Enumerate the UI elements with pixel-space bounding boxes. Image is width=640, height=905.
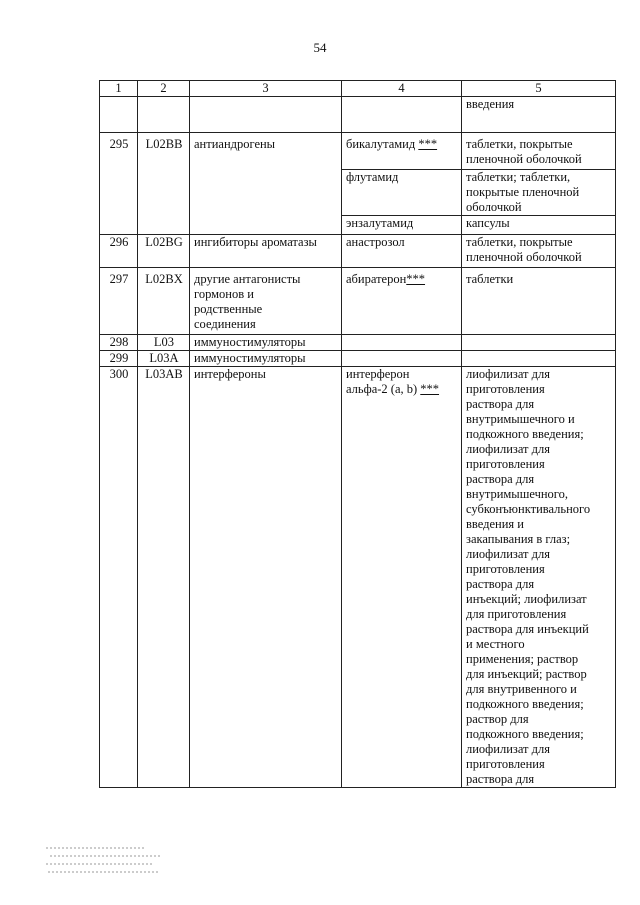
atc-code: L02BG: [138, 235, 190, 268]
dosage-form-line: раствора для: [466, 397, 535, 411]
empty-cell: [100, 97, 138, 133]
dosage-form-line: внутримышечного,: [466, 487, 568, 501]
pharmacological-group: иммуностимуляторы: [190, 335, 342, 351]
column-header-1: 1: [100, 81, 138, 97]
empty-cell: [190, 97, 342, 133]
column-header-2: 2: [138, 81, 190, 97]
medicine-list-table: [99, 80, 616, 788]
atc-code: L03A: [138, 351, 190, 367]
dosage-form-line: для приготовления: [466, 607, 567, 621]
dosage-form-line: для инъекций; раствор: [466, 667, 587, 681]
dosage-form-line: таблетки; таблетки,: [466, 170, 571, 184]
dosage-form-line: инъекций; лиофилизат: [466, 592, 587, 606]
dosage-form-line: раствора для инъекций: [466, 622, 589, 636]
dosage-form-cell: [462, 216, 616, 235]
row-number: 295: [100, 133, 138, 235]
dosage-form-line: и местного: [466, 637, 525, 651]
dosage-form-line: приготовления: [466, 457, 545, 471]
drug-name: флутамид: [346, 170, 399, 184]
restriction-mark: ***: [406, 272, 426, 286]
restriction-mark: ***: [420, 382, 440, 396]
dosage-form-line: субконъюнктивального: [466, 502, 591, 516]
atc-code: L03: [138, 335, 190, 351]
dosage-form-line: покрытые пленочной: [466, 185, 580, 199]
dosage-form-line: пленочной оболочкой: [466, 250, 582, 264]
empty-cell: [462, 335, 616, 351]
continuation-row: [100, 97, 616, 133]
dosage-form-line: подкожного введения;: [466, 427, 584, 441]
dosage-form-cell: [462, 268, 616, 335]
table-header-row: [100, 81, 616, 97]
dosage-form-line: приготовления: [466, 562, 545, 576]
pharmacological-group: антиандрогены: [190, 133, 342, 235]
drug-name: интерферон: [346, 367, 410, 381]
drug-name: бикалутамид: [346, 137, 416, 151]
dosage-form-cell: [462, 133, 616, 170]
group-line: родственные: [194, 302, 263, 316]
atc-code: L03AB: [138, 367, 190, 788]
dosage-form-cell: [462, 367, 616, 788]
dosage-form-cell: введения: [462, 97, 616, 133]
row-number: 298: [100, 335, 138, 351]
dosage-form-line: введения и: [466, 517, 524, 531]
empty-cell: [138, 97, 190, 133]
drug-name-cell: [342, 216, 462, 235]
dosage-form-line: капсулы: [466, 216, 510, 230]
dosage-form-line: лиофилизат для: [466, 742, 550, 756]
table-row-295: [100, 133, 616, 170]
drug-name: абиратерон: [346, 272, 407, 286]
row-number: 300: [100, 367, 138, 788]
page-number: 54: [313, 40, 327, 55]
dosage-form-cell: [462, 170, 616, 216]
drug-name-cell: [342, 367, 462, 788]
table-row-296: [100, 235, 616, 268]
document-stamp-mark: [44, 842, 164, 878]
dosage-form-line: закапывания в глаз;: [466, 532, 571, 546]
dosage-form-line: лиофилизат для: [466, 547, 550, 561]
dosage-form-line: таблетки, покрытые: [466, 235, 573, 249]
dosage-form-line: таблетки: [466, 272, 514, 286]
drug-name-cell: [342, 133, 462, 170]
dosage-form-line: раствора для: [466, 472, 535, 486]
atc-code: L02BB: [138, 133, 190, 235]
dosage-form-cell: [462, 235, 616, 268]
drug-name-cell: [342, 170, 462, 216]
dosage-form-line: раствора для: [466, 577, 535, 591]
pharmacological-group: иммуностимуляторы: [190, 351, 342, 367]
group-line: соединения: [194, 317, 256, 331]
table-row-300: [100, 367, 616, 788]
empty-cell: [342, 351, 462, 367]
drug-name-line: [346, 382, 458, 397]
dosage-form-line: внутримышечного и: [466, 412, 575, 426]
pharmacological-group: ингибиторы ароматазы: [190, 235, 342, 268]
drug-name: энзалутамид: [346, 216, 414, 230]
restriction-mark: ***: [418, 137, 438, 151]
dosage-form-line: таблетки, покрытые: [466, 137, 573, 151]
dosage-form-line: раствора для: [466, 772, 535, 786]
dosage-form-line: раствор для: [466, 712, 529, 726]
table-row-297: [100, 268, 616, 335]
table-row-298: [100, 335, 616, 351]
column-header-5: 5: [462, 81, 616, 97]
dosage-form-line: применения; раствор: [466, 652, 579, 666]
pharmacological-group: [190, 268, 342, 335]
atc-code: L02BX: [138, 268, 190, 335]
dosage-form-line: лиофилизат для: [466, 442, 550, 456]
column-header-3: 3: [190, 81, 342, 97]
dosage-form-line: подкожного введения;: [466, 697, 584, 711]
dosage-form-line: приготовления: [466, 757, 545, 771]
empty-cell: [342, 335, 462, 351]
dosage-form-line: приготовления: [466, 382, 545, 396]
drug-name-cell: [342, 268, 462, 335]
table-row-299: [100, 351, 616, 367]
drug-name: альфа-2 (a, b): [346, 382, 418, 396]
pharmacological-group: интерфероны: [190, 367, 342, 788]
drug-name: анастрозол: [346, 235, 405, 249]
group-line: другие антагонисты: [194, 272, 301, 286]
dosage-form-line: лиофилизат для: [466, 367, 550, 381]
empty-cell: [342, 97, 462, 133]
group-line: гормонов и: [194, 287, 254, 301]
drug-name-cell: [342, 235, 462, 268]
dosage-form-line: пленочной оболочкой: [466, 152, 582, 166]
column-header-4: 4: [342, 81, 462, 97]
dosage-form-line: оболочкой: [466, 200, 522, 214]
row-number: 297: [100, 268, 138, 335]
dosage-form-line: подкожного введения;: [466, 727, 584, 741]
empty-cell: [462, 351, 616, 367]
row-number: 299: [100, 351, 138, 367]
row-number: 296: [100, 235, 138, 268]
dosage-form-line: для внутривенного и: [466, 682, 577, 696]
